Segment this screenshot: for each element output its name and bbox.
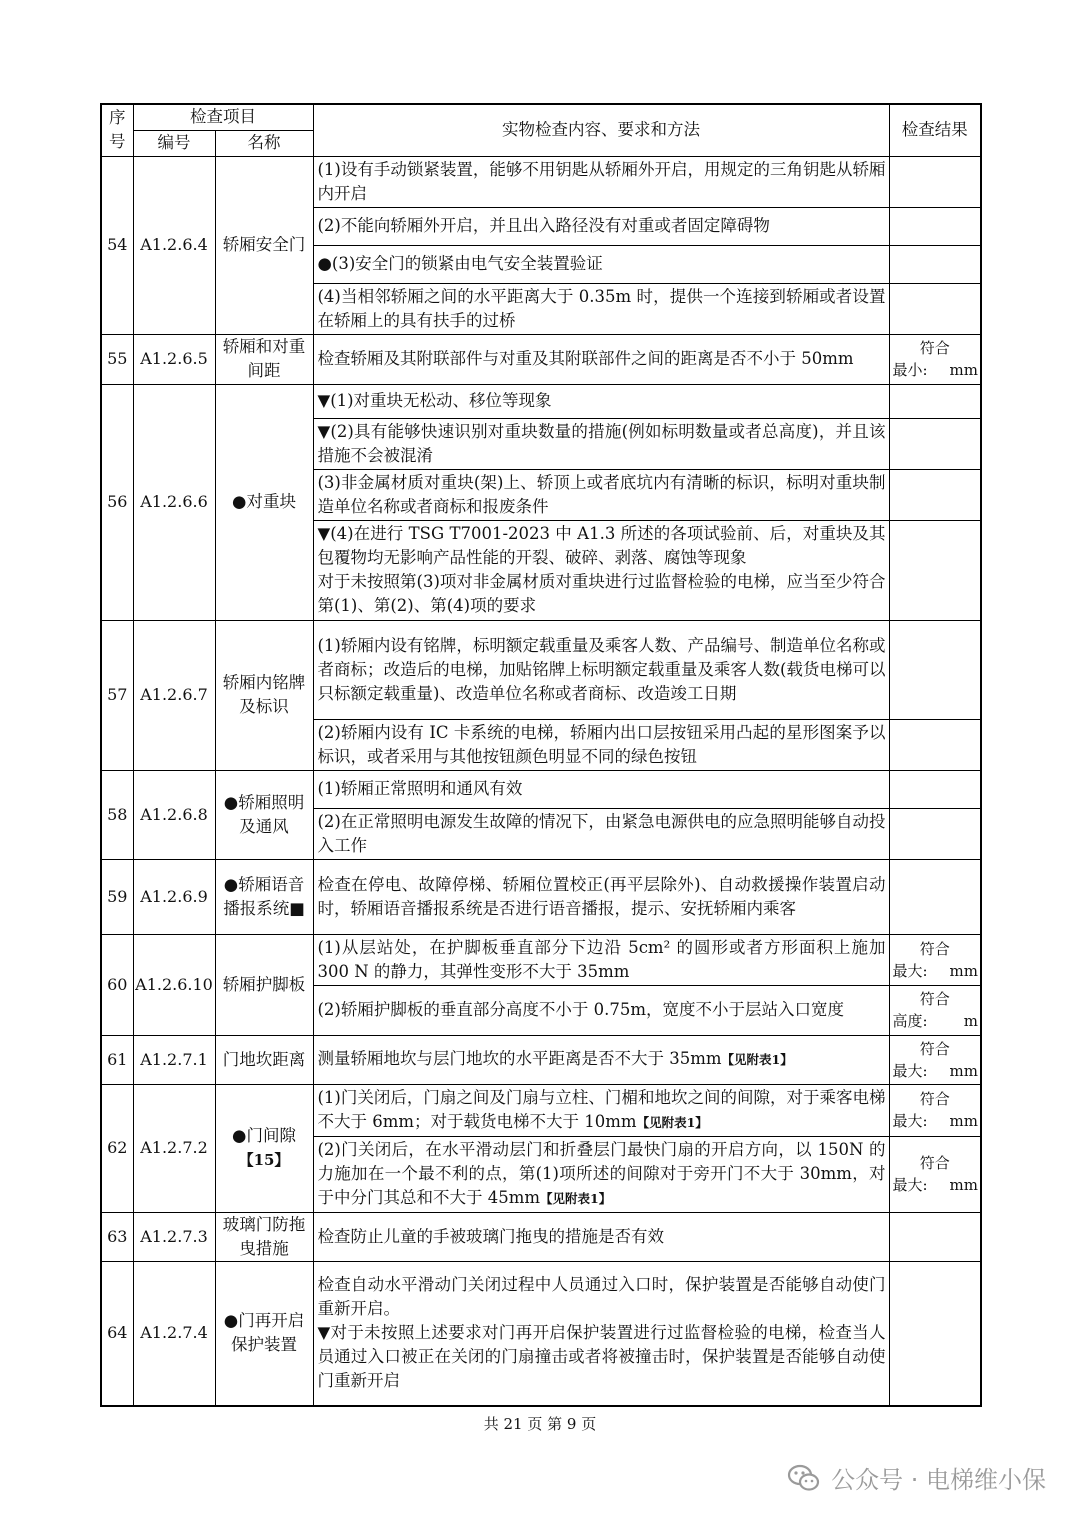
row-name-text: 轿厢内铭牌及标识 [222,673,306,716]
content-text: (4)当相邻轿厢之间的水平距离大于 0.35m 时，提供一个连接到轿厢或者设置在轿厢上的具有扶手的过桥 [317,286,886,330]
row-name [215,156,313,334]
table-row [101,334,981,384]
result-status: 符合 [919,939,950,958]
result-label: 最小: [892,361,928,379]
content-text: 测量轿厢地坎与层门地坎的水平距离是否不大于 35mm [317,1049,722,1068]
row-seq: 62 [101,1084,133,1212]
content-text: (1)从层站处，在护脚板垂直部分下边沿 5cm² 的圆形或者方形面积上施加 300 N 的静力，其弹性变形不大于 35mm [317,937,886,981]
row-code: A1.2.7.4 [133,1261,215,1406]
row-name [215,620,313,770]
row-result [889,985,981,1035]
row-seq: 57 [101,620,133,770]
result-status: 符合 [919,990,950,1008]
result-unit: mm [949,1112,978,1130]
content-text: (3)非金属材质对重块(架)上、轿顶上或者底坑内有清晰的标识，标明对重块制造单位名称或者商标和报废条件 [317,472,886,516]
row-seq: 63 [101,1212,133,1261]
content-text: 检查自动水平滑动门关闭过程中人员通过入口时，保护装置是否能够自动使门重新开启。 [317,1275,886,1319]
result-label: 最大: [892,1176,928,1194]
row-result [889,207,981,245]
result-measure [890,1174,981,1196]
row-code: A1.2.6.8 [133,770,215,859]
row-seq: 55 [101,334,133,384]
row-result [889,283,981,334]
row-name-text: 轿厢护脚板 [222,974,306,994]
row-content [313,1212,889,1261]
row-name-text: 门地坎距离 [222,1049,306,1069]
appendix-reference: 【见附表1】 [636,1114,708,1130]
row-content [313,469,889,520]
row-name [215,384,313,620]
content-text: (2)轿厢内设有 IC 卡系统的电梯，轿厢内出口层按钮采用凸起的星形图案予以标识，或者采用与其他按钮颜色明显不同的绿色按钮 [317,722,886,766]
content-text: 检查在停电、故障停梯、轿厢位置校正(再平层除外)、自动救援操作装置启动时，轿厢语音播报系统是否进行语音播报，提示、安抚轿厢内乘客 [317,874,886,918]
content-note: ▼对于未按照上述要求对门再开启保护装置进行过监督检验的电梯，检查当人员通过入口被正在关闭的门扇撞击或者将被撞击时，保护装置是否能够自动使门重新开启 [317,1323,886,1391]
row-content [313,719,889,770]
content-text: 检查轿厢及其附联部件与对重及其附联部件之间的距离是否不小于 50mm [317,349,854,368]
result-label: 高度: [892,1012,928,1030]
row-result [889,719,981,770]
content-text: ▼(2)具有能够快速识别对重块数量的措施(例如标明数量或者总高度)，并且该措施不会被混淆 [317,421,886,465]
inspection-table [100,103,982,1407]
row-result [889,1261,981,1406]
row-content [313,156,889,207]
row-content [313,770,889,808]
row-code: A1.2.7.1 [133,1035,215,1084]
row-content [313,245,889,283]
content-text: (2)轿厢护脚板的垂直部分高度不小于 0.75m，宽度不小于层站入口宽度 [317,1000,845,1019]
row-name-text: ●轿厢语音播报系统■ [223,874,305,918]
appendix-reference: 【见附表1】 [540,1190,612,1206]
content-text: ●(3)安全门的锁紧由电气安全装置验证 [317,254,603,273]
wechat-icon [787,1463,821,1493]
header-row [101,104,981,130]
row-code: A1.2.6.4 [133,156,215,334]
content-text: (1)轿厢正常照明和通风有效 [317,779,523,798]
row-content [313,808,889,859]
row-code: A1.2.6.7 [133,620,215,770]
table-row [101,934,981,985]
row-code: A1.2.6.5 [133,334,215,384]
result-status: 符合 [919,1090,950,1108]
result-label: 最大: [892,961,928,980]
header-result: 检查结果 [889,104,981,156]
row-seq: 59 [101,859,133,934]
table-row [101,1084,981,1136]
row-seq: 64 [101,1261,133,1406]
table-body [101,156,981,1406]
appendix-reference: 【见附表1】 [721,1052,793,1067]
watermark-text: 公众号 · 电梯维小保 [831,1466,1046,1494]
row-content [313,620,889,719]
table-row [101,1261,981,1406]
content-text: 检查防止儿童的手被玻璃门拖曳的措施是否有效 [317,1226,664,1246]
content-text: ▼(4)在进行 TSG T7001-2023 中 A1.3 所述的各项试验前、后，对重块及其包覆物均无影响产品性能的开裂、破碎、剥落、腐蚀等现象 [317,524,886,567]
row-result [889,1084,981,1136]
content-note: 对于未按照第(3)项对非金属材质对重块进行过监督检验的电梯，应当至少符合第(1)、第(2)、第(4)项的要求 [317,572,886,615]
row-seq: 58 [101,770,133,859]
row-result [889,245,981,283]
row-content [313,1084,889,1136]
row-code: A1.2.6.6 [133,384,215,620]
header-content: 实物检查内容、要求和方法 [313,104,889,156]
row-seq: 61 [101,1035,133,1084]
result-status: 符合 [919,1039,950,1058]
row-result [889,1136,981,1212]
row-name-text: ●轿厢照明及通风 [223,792,305,836]
watermark [787,1460,1046,1495]
row-content [313,283,889,334]
row-name [215,1084,313,1212]
result-measure [890,1110,981,1132]
page-footer: 共 21 页 第 9 页 [483,1415,597,1433]
table-row [101,770,981,808]
table-row [101,620,981,719]
header-check-item: 检查项目 [133,104,313,130]
table-row [101,1035,981,1084]
content-text: (1)设有手动锁紧装置，能够不用钥匙从轿厢外开启，用规定的三角钥匙从轿厢内开启 [317,159,886,203]
row-result [889,469,981,520]
result-label: 最大: [892,1061,928,1080]
result-measure [890,960,981,982]
content-text: (2)在正常照明电源发生故障的情况下，由紧急电源供电的应急照明能够自动投入工作 [317,811,886,855]
content-text: (1)门关闭后，门扇之间及门扇与立柱、门楣和地坎之间的间隙，对于乘客电梯不大于 6mm；对于载货电梯不大于 10mm [317,1087,886,1131]
result-measure [890,1010,981,1032]
row-content [313,1035,889,1084]
row-name-text: ●门再开启保护装置 [223,1311,305,1355]
row-code: A1.2.7.3 [133,1212,215,1261]
row-content [313,934,889,985]
row-name-text: ●门间隙 [232,1126,296,1145]
row-name-text: ●对重块 [232,492,296,511]
row-result [889,620,981,719]
row-content [313,207,889,245]
row-seq: 56 [101,384,133,620]
result-unit: mm [949,1176,978,1194]
row-content [313,334,889,384]
row-name-text: 轿厢安全门 [222,235,306,254]
content-text: ▼(1)对重块无松动、移位等现象 [317,391,552,410]
result-unit: mm [949,961,978,980]
row-content [313,418,889,469]
row-content [313,859,889,934]
row-name [215,334,313,384]
result-measure [890,1060,981,1082]
row-name-text: 轿厢和对重间距 [222,337,306,380]
row-seq: 54 [101,156,133,334]
row-name [215,934,313,1035]
result-unit: mm [949,1061,978,1080]
row-content [313,985,889,1035]
header-code: 编号 [133,130,215,156]
row-result [889,334,981,384]
row-result [889,1035,981,1084]
result-status: 符合 [919,339,950,357]
row-name [215,1212,313,1261]
row-content [313,1136,889,1212]
row-code: A1.2.6.9 [133,859,215,934]
table-row [101,859,981,934]
content-text: (1)轿厢内设有铭牌，标明额定载重量及乘客人数、产品编号、制造单位名称或者商标；改造后的电梯，加贴铭牌上标明额定载重量及乘客人数(载货电梯可以只标额定载重量)、改造单位名称或者商标、改造竣工日期 [317,635,886,703]
result-measure [890,359,981,381]
row-name [215,1261,313,1406]
row-seq: 60 [101,934,133,1035]
row-result [889,1212,981,1261]
header-name: 名称 [215,130,313,156]
row-name [215,770,313,859]
row-code: A1.2.7.2 [133,1084,215,1212]
row-result [889,156,981,207]
row-result [889,418,981,469]
row-result [889,859,981,934]
table-row [101,156,981,207]
header-seq: 序号 [101,104,133,156]
content-text: (2)门关闭后，在水平滑动层门和折叠层门最快门扇的开启方向，以 150N 的力施加在一个最不利的点，第(1)项所述的间隙对于旁开门不大于 30mm，对于中分门其总和不大于 45mm [317,1139,886,1207]
row-name [215,1035,313,1084]
content-text: (2)不能向轿厢外开启，并且出入路径没有对重或者固定障碍物 [317,216,770,235]
row-result [889,934,981,985]
row-result [889,770,981,808]
row-content [313,520,889,620]
row-name-tag: 【15】 [238,1151,290,1169]
table-row [101,1212,981,1261]
row-result [889,808,981,859]
result-status: 符合 [919,1154,950,1172]
row-content [313,1261,889,1406]
result-unit: m [963,1012,978,1030]
row-result [889,520,981,620]
result-label: 最大: [892,1112,928,1130]
row-content [313,384,889,418]
row-code: A1.2.6.10 [133,934,215,1035]
result-unit: mm [949,361,978,379]
row-name-text: 玻璃门防拖曳措施 [222,1214,306,1258]
row-name [215,859,313,934]
row-result [889,384,981,418]
table-row [101,384,981,418]
